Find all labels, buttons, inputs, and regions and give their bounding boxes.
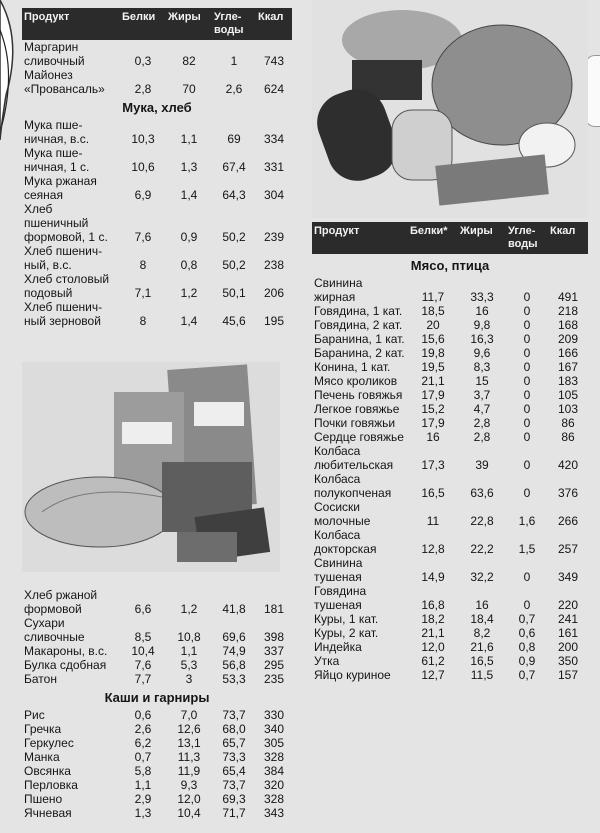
carbs-value: 45,6	[222, 314, 246, 328]
carbs-value: 0,9	[518, 654, 536, 668]
protein-value: 12,8	[421, 542, 445, 556]
product-name: Хлеб пшенич-ный, в.с.	[24, 244, 103, 272]
product-name: Ячневая	[24, 806, 72, 820]
carbs-value: 64,3	[222, 188, 246, 202]
table-row	[22, 764, 292, 778]
table-row	[312, 528, 588, 556]
kcal-value: 257	[557, 542, 579, 556]
kcal-value: 334	[263, 132, 285, 146]
product-name: Баранина, 2 кат.	[314, 346, 405, 360]
header-kcal: Ккал	[548, 222, 588, 254]
table-row	[312, 626, 588, 640]
table-row	[312, 584, 588, 612]
kcal-value: 331	[263, 160, 285, 174]
product-name: Сухари сливочные	[24, 616, 85, 644]
table-row	[22, 272, 292, 300]
product-name: Гречка	[24, 722, 62, 736]
header-product: Продукт	[312, 222, 408, 254]
kcal-value: 340	[263, 722, 285, 736]
table-row	[22, 244, 292, 272]
protein-value: 10,3	[131, 132, 155, 146]
carbs-value: 41,8	[222, 602, 246, 616]
protein-value: 8	[139, 258, 147, 272]
protein-value: 16	[426, 430, 440, 444]
left-table-lower-body	[22, 588, 292, 820]
protein-value: 7,1	[134, 286, 152, 300]
table-row	[312, 388, 588, 402]
table-row	[312, 304, 588, 318]
kcal-value: 337	[263, 644, 285, 658]
carbs-value: 0	[523, 598, 531, 612]
protein-value: 6,6	[134, 602, 152, 616]
fat-value: 1,4	[180, 314, 198, 328]
carbs-value: 1	[230, 54, 238, 68]
meat-photo	[312, 0, 588, 218]
kcal-value: 349	[557, 570, 579, 584]
carbs-value: 0	[523, 486, 531, 500]
table-row	[22, 300, 292, 328]
carbs-value: 73,7	[222, 778, 246, 792]
product-name: Говядина тушеная	[314, 584, 367, 612]
product-name: Говядина, 1 кат.	[314, 304, 403, 318]
protein-value: 0,3	[134, 54, 152, 68]
product-name: Колбаса полукопченая	[314, 472, 392, 500]
fat-value: 2,8	[473, 430, 491, 444]
fat-value: 10,8	[177, 630, 201, 644]
fat-value: 7,0	[180, 708, 198, 722]
protein-value: 18,5	[421, 304, 445, 318]
carbs-value: 73,7	[222, 708, 246, 722]
product-name: Сердце говяжье	[314, 430, 404, 444]
protein-value: 0,6	[134, 708, 152, 722]
product-name: Овсянка	[24, 764, 71, 778]
product-name: Хлеб столовый подовый	[24, 272, 110, 300]
carbs-value: 53,3	[222, 672, 246, 686]
product-name: Перловка	[24, 778, 78, 792]
protein-value: 7,6	[134, 230, 152, 244]
product-name: Колбаса любительская	[314, 444, 394, 472]
table-row	[312, 332, 588, 346]
carbs-value: 69	[227, 132, 241, 146]
carbs-value: 0,7	[518, 668, 536, 682]
table-row	[312, 444, 588, 472]
kcal-value: 86	[561, 430, 575, 444]
left-table-lower	[22, 588, 292, 820]
fat-value: 1,1	[180, 132, 198, 146]
protein-value: 2,6	[134, 722, 152, 736]
header-fat: Жиры	[458, 222, 506, 254]
product-name: Хлеб ржаной формовой	[24, 588, 98, 616]
header-carbs: Угле-воды	[506, 222, 548, 254]
product-name: Хлеб пшеничный формовой, 1 с.	[24, 202, 108, 244]
fat-value: 16	[475, 598, 489, 612]
product-name: Сосиски молочные	[314, 500, 371, 528]
product-name: Мясо кроликов	[314, 374, 398, 388]
table-row	[312, 640, 588, 654]
product-name: Макароны, в.с.	[24, 644, 108, 658]
section-title-row	[22, 96, 292, 118]
kcal-value: 206	[263, 286, 285, 300]
protein-value: 6,9	[134, 188, 152, 202]
table-row	[312, 276, 588, 304]
header-kcal: Ккал	[256, 8, 292, 40]
fat-value: 1,2	[180, 286, 198, 300]
protein-value: 10,6	[131, 160, 155, 174]
kcal-value: 167	[557, 360, 579, 374]
table-row	[312, 346, 588, 360]
carbs-value: 0,7	[518, 612, 536, 626]
protein-value: 17,9	[421, 388, 445, 402]
protein-value: 6,2	[134, 736, 152, 750]
table-row	[312, 654, 588, 668]
fat-value: 5,3	[180, 658, 198, 672]
product-name: Майонез «Провансаль»	[24, 68, 105, 96]
protein-value: 19,5	[421, 360, 445, 374]
fat-value: 3	[185, 672, 193, 686]
protein-value: 11,7	[421, 290, 445, 304]
table-row	[312, 430, 588, 444]
carbs-value: 0	[523, 360, 531, 374]
table-row	[312, 318, 588, 332]
fat-value: 16	[475, 304, 489, 318]
kcal-value: 328	[263, 792, 285, 806]
carbs-value: 0	[523, 388, 531, 402]
fat-value: 70	[182, 82, 196, 96]
table-row	[22, 616, 292, 644]
kcal-value: 491	[557, 290, 579, 304]
fat-value: 0,9	[180, 230, 198, 244]
fat-value: 2,8	[473, 416, 491, 430]
fat-value: 3,7	[473, 388, 491, 402]
kcal-value: 166	[557, 346, 579, 360]
protein-value: 1,3	[134, 806, 152, 820]
kcal-value: 183	[557, 374, 579, 388]
fat-value: 21,6	[470, 640, 494, 654]
carbs-value: 2,6	[225, 82, 243, 96]
kcal-value: 86	[561, 416, 575, 430]
product-name: Легкое говяжье	[314, 402, 400, 416]
section-title: Каши и гарниры	[104, 690, 210, 705]
table-row	[22, 588, 292, 616]
product-name: Куры, 2 кат.	[314, 626, 379, 640]
table-row	[312, 374, 588, 388]
product-name: Почки говяжьи	[314, 416, 396, 430]
fat-value: 33,3	[470, 290, 494, 304]
carbs-value: 50,1	[222, 286, 246, 300]
table-row	[22, 644, 292, 658]
carbs-value: 0,8	[518, 640, 536, 654]
protein-value: 8,5	[134, 630, 152, 644]
header-protein: Белки	[120, 8, 166, 40]
protein-value: 2,8	[134, 82, 152, 96]
kcal-value: 295	[263, 658, 285, 672]
product-name: Рис	[24, 708, 45, 722]
carbs-value: 65,4	[222, 764, 246, 778]
table-row	[22, 708, 292, 722]
kcal-value: 376	[557, 486, 579, 500]
fat-value: 1,2	[180, 602, 198, 616]
table-row	[22, 778, 292, 792]
fat-value: 63,6	[470, 486, 494, 500]
protein-value: 61,2	[421, 654, 445, 668]
bread-photo	[22, 362, 280, 572]
table-row	[22, 806, 292, 820]
table-row	[22, 68, 292, 96]
kcal-value: 330	[263, 708, 285, 722]
product-name: Говядина, 2 кат.	[314, 318, 403, 332]
kcal-value: 195	[263, 314, 285, 328]
protein-value: 11	[426, 514, 440, 528]
carbs-value: 0	[523, 290, 531, 304]
protein-value: 19,8	[421, 346, 445, 360]
carbs-value: 69,3	[222, 792, 246, 806]
carbs-value: 0	[523, 318, 531, 332]
section-title: Мясо, птица	[410, 258, 490, 273]
left-table	[22, 8, 292, 328]
carbs-value: 50,2	[222, 230, 246, 244]
fat-value: 1,1	[180, 644, 198, 658]
protein-value: 15,2	[421, 402, 445, 416]
table-row	[312, 500, 588, 528]
left-table-main	[22, 8, 292, 328]
protein-value: 15,6	[421, 332, 445, 346]
fat-value: 16,3	[470, 332, 494, 346]
kcal-value: 218	[557, 304, 579, 318]
carbs-value: 0	[523, 430, 531, 444]
protein-value: 17,3	[421, 458, 445, 472]
table-row	[22, 722, 292, 736]
product-name: Геркулес	[24, 736, 74, 750]
fat-value: 8,2	[473, 626, 491, 640]
product-name: Мука ржаная сеяная	[24, 174, 97, 202]
carbs-value: 71,7	[222, 806, 246, 820]
kcal-value: 105	[557, 388, 579, 402]
table-row	[312, 612, 588, 626]
section-title-row	[22, 686, 292, 708]
carbs-value: 65,7	[222, 736, 246, 750]
fat-value: 22,8	[470, 514, 494, 528]
fat-value: 9,6	[473, 346, 491, 360]
kcal-value: 161	[557, 626, 579, 640]
table-row	[312, 360, 588, 374]
protein-value: 18,2	[421, 612, 445, 626]
table-row	[22, 40, 292, 68]
kcal-value: 320	[263, 778, 285, 792]
section-title: Мука, хлеб	[122, 100, 192, 115]
fat-value: 11,5	[470, 668, 494, 682]
carbs-value: 68,0	[222, 722, 246, 736]
protein-value: 1,1	[134, 778, 152, 792]
fat-value: 18,4	[470, 612, 494, 626]
protein-value: 16,5	[421, 486, 445, 500]
fat-value: 1,3	[180, 160, 198, 174]
product-name: Куры, 1 кат.	[314, 612, 379, 626]
fat-value: 12,6	[177, 722, 201, 736]
product-name: Пшено	[24, 792, 63, 806]
kcal-value: 209	[557, 332, 579, 346]
table-row	[22, 658, 292, 672]
fat-value: 15	[475, 374, 489, 388]
fat-value: 16,5	[470, 654, 494, 668]
fat-value: 32,2	[470, 570, 494, 584]
product-name: Мука пше-ничная, в.с.	[24, 118, 90, 146]
kcal-value: 103	[557, 402, 579, 416]
protein-value: 16,8	[421, 598, 445, 612]
fat-value: 9,3	[180, 778, 198, 792]
fat-value: 10,4	[177, 806, 201, 820]
carbs-value: 1,6	[518, 514, 536, 528]
fat-value: 1,4	[180, 188, 198, 202]
carbs-value: 0	[523, 332, 531, 346]
protein-value: 17,9	[421, 416, 445, 430]
kcal-value: 181	[263, 602, 285, 616]
table-row	[312, 472, 588, 500]
header-protein: Белки*	[408, 222, 458, 254]
carbs-value: 0	[523, 402, 531, 416]
fat-value: 8,3	[473, 360, 491, 374]
product-name: Манка	[24, 750, 60, 764]
fat-value: 12,0	[177, 792, 201, 806]
fat-value: 0,8	[180, 258, 198, 272]
table-row	[22, 750, 292, 764]
right-table-main	[312, 222, 588, 682]
kcal-value: 305	[263, 736, 285, 750]
carbs-value: 0	[523, 346, 531, 360]
table-row	[312, 416, 588, 430]
product-name: Хлеб пшенич-ный зерновой	[24, 300, 103, 328]
table-row	[312, 556, 588, 584]
carbs-value: 0,6	[518, 626, 536, 640]
right-table-header	[312, 222, 588, 254]
carbs-value: 73,3	[222, 750, 246, 764]
protein-value: 7,6	[134, 658, 152, 672]
protein-value: 8	[139, 314, 147, 328]
kcal-value: 350	[557, 654, 579, 668]
kcal-value: 420	[557, 458, 579, 472]
product-name: Конина, 1 кат.	[314, 360, 391, 374]
product-name: Яйцо куриное	[314, 668, 391, 682]
protein-value: 14,9	[421, 570, 445, 584]
product-name: Колбаса докторская	[314, 528, 377, 556]
product-name: Индейка	[314, 640, 362, 654]
protein-value: 12,7	[421, 668, 445, 682]
header-carbs: Угле-воды	[212, 8, 256, 40]
fat-value: 82	[182, 54, 196, 68]
product-name: Печень говяжья	[314, 388, 403, 402]
kcal-value: 384	[263, 764, 285, 778]
product-name: Утка	[314, 654, 340, 668]
product-name: Баранина, 1 кат.	[314, 332, 405, 346]
kcal-value: 200	[557, 640, 579, 654]
kcal-value: 241	[557, 612, 579, 626]
carbs-value: 0	[523, 570, 531, 584]
table-row	[22, 202, 292, 244]
right-table	[312, 222, 588, 682]
kcal-value: 168	[557, 318, 579, 332]
table-row	[22, 118, 292, 146]
table-row	[22, 792, 292, 806]
table-row	[22, 174, 292, 202]
kcal-value: 238	[263, 258, 285, 272]
protein-value: 21,1	[421, 626, 445, 640]
left-table-header	[22, 8, 292, 40]
table-row	[312, 402, 588, 416]
protein-value: 0,7	[134, 750, 152, 764]
kcal-value: 328	[263, 750, 285, 764]
fat-value: 11,3	[177, 750, 201, 764]
product-name: Свинина тушеная	[314, 556, 363, 584]
carbs-value: 0	[523, 374, 531, 388]
product-name: Булка сдобная	[24, 658, 107, 672]
page-edge-decoration	[0, 0, 24, 140]
protein-value: 21,1	[421, 374, 445, 388]
carbs-value: 0	[523, 304, 531, 318]
protein-value: 2,9	[134, 792, 152, 806]
kcal-value: 304	[263, 188, 285, 202]
fat-value: 9,8	[473, 318, 491, 332]
carbs-value: 69,6	[222, 630, 246, 644]
fat-value: 39	[475, 458, 489, 472]
protein-value: 10,4	[131, 644, 155, 658]
kcal-value: 235	[263, 672, 285, 686]
kcal-value: 624	[263, 82, 285, 96]
carbs-value: 74,9	[222, 644, 246, 658]
fat-value: 4,7	[473, 402, 491, 416]
kcal-value: 266	[557, 514, 579, 528]
carbs-value: 0	[523, 458, 531, 472]
table-row	[312, 668, 588, 682]
fat-value: 11,9	[177, 764, 201, 778]
carbs-value: 56,8	[222, 658, 246, 672]
product-name: Свинина жирная	[314, 276, 363, 304]
product-name: Мука пше-ничная, 1 с.	[24, 146, 90, 174]
table-row	[22, 736, 292, 750]
table-row	[22, 146, 292, 174]
header-fat: Жиры	[166, 8, 212, 40]
section-title-row	[312, 254, 588, 276]
fat-value: 22,2	[470, 542, 494, 556]
carbs-value: 67,4	[222, 160, 246, 174]
kcal-value: 157	[557, 668, 579, 682]
header-product: Продукт	[22, 8, 120, 40]
protein-value: 7,7	[134, 672, 152, 686]
carbs-value: 0	[523, 416, 531, 430]
kcal-value: 220	[557, 598, 579, 612]
carbs-value: 50,2	[222, 258, 246, 272]
table-row	[22, 672, 292, 686]
kcal-value: 239	[263, 230, 285, 244]
product-name: Батон	[24, 672, 57, 686]
protein-value: 12,0	[421, 640, 445, 654]
kcal-value: 743	[263, 54, 285, 68]
kcal-value: 343	[263, 806, 285, 820]
carbs-value: 1,5	[518, 542, 536, 556]
kcal-value: 398	[263, 630, 285, 644]
protein-value: 20	[426, 318, 440, 332]
protein-value: 5,8	[134, 764, 152, 778]
product-name: Маргарин сливочный	[24, 40, 85, 68]
fat-value: 13,1	[177, 736, 201, 750]
